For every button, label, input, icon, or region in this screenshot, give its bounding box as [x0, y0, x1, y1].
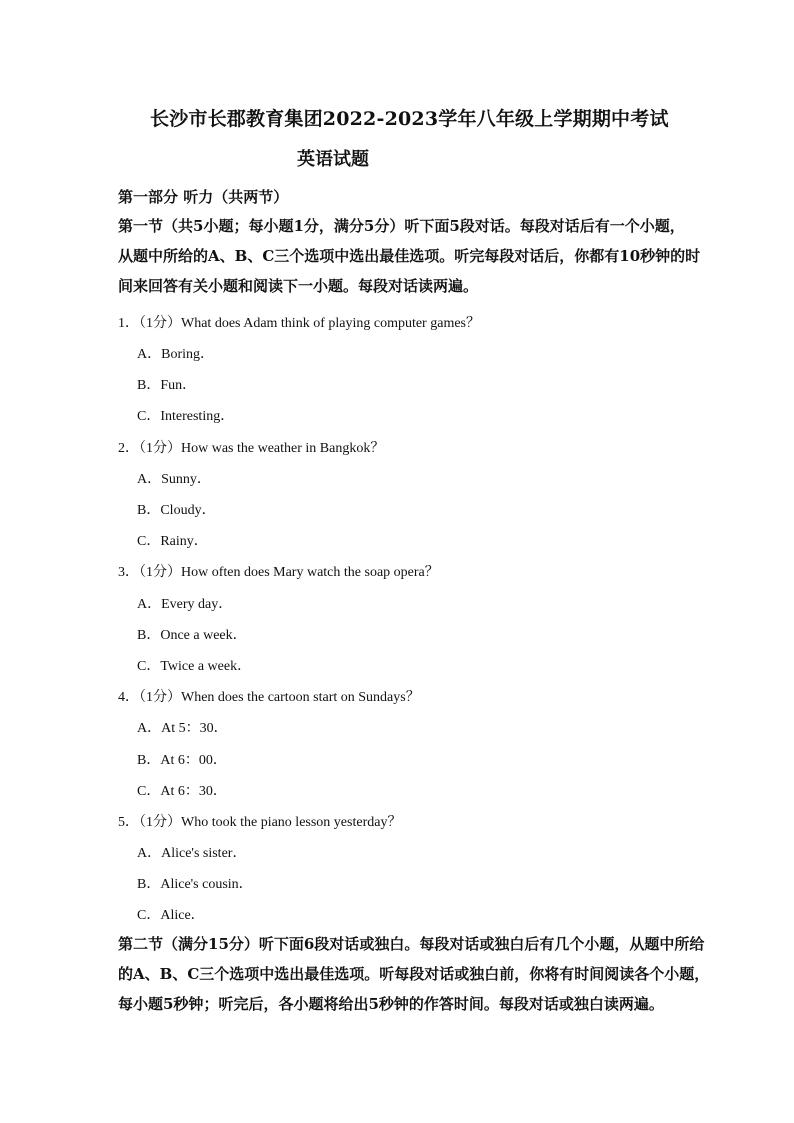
- option-5a: A．Alice's sister．: [137, 846, 247, 861]
- option-2b: B．Cloudy．: [137, 503, 216, 518]
- instruction-line: 第二节（满分15分）听下面6段对话或独白。每段对话或独白后有几个小题，从题中所给: [118, 935, 705, 953]
- page-subtitle: 英语试题: [297, 149, 369, 170]
- instruction-line: 的A、B、C三个选项中选出最佳选项。听每段对话或独白前，你将有时间阅读各个小题，: [118, 965, 710, 983]
- instruction-line: 从题中所给的A、B、C三个选项中选出最佳选项。听完每段对话后，你都有10秒钟的时: [118, 247, 701, 265]
- question-5: 5．（1分）Who took the piano lesson yesterday？: [118, 815, 402, 830]
- option-1c: C．Interesting．: [137, 409, 235, 424]
- question-3: 3．（1分）How often does Mary watch the soap opera？: [118, 565, 439, 580]
- instruction-line: 每小题5秒钟；听完后，各小题将给出5秒钟的作答时间。每段对话或独白读两遍。: [118, 995, 664, 1013]
- option-1a: A．Boring．: [137, 347, 214, 362]
- option-5c: C．Alice．: [137, 908, 205, 923]
- option-4a: A．At 5：30．: [137, 721, 228, 736]
- question-2: 2．（1分）How was the weather in Bangkok？: [118, 441, 385, 456]
- option-3b: B．Once a week．: [137, 628, 247, 643]
- option-1b: B．Fun．: [137, 378, 197, 393]
- page-title: 长沙市长郡教育集团2022-2023学年八年级上学期期中考试: [150, 108, 669, 130]
- question-4: 4．（1分）When does the cartoon start on Sundays？: [118, 690, 420, 705]
- option-4b: B．At 6：00．: [137, 753, 227, 768]
- option-4c: C．At 6：30．: [137, 784, 227, 799]
- instruction-line: 第一节（共5小题；每小题1分，满分5分）听下面5段对话。每段对话后有一个小题，: [118, 217, 685, 235]
- section1-instructions: [118, 211, 701, 301]
- option-2c: C．Rainy．: [137, 534, 208, 549]
- option-5b: B．Alice's cousin．: [137, 877, 253, 892]
- option-3a: A．Every day．: [137, 597, 233, 612]
- question-1: 1．（1分）What does Adam think of playing computer games？: [118, 316, 480, 331]
- part-heading: 第一部分 听力（共两节）: [118, 188, 289, 206]
- option-3c: C．Twice a week．: [137, 659, 252, 674]
- section2-instructions: [118, 929, 710, 1019]
- instruction-line: 间来回答有关小题和阅读下一小题。每段对话读两遍。: [118, 277, 479, 295]
- option-2a: A．Sunny．: [137, 472, 211, 487]
